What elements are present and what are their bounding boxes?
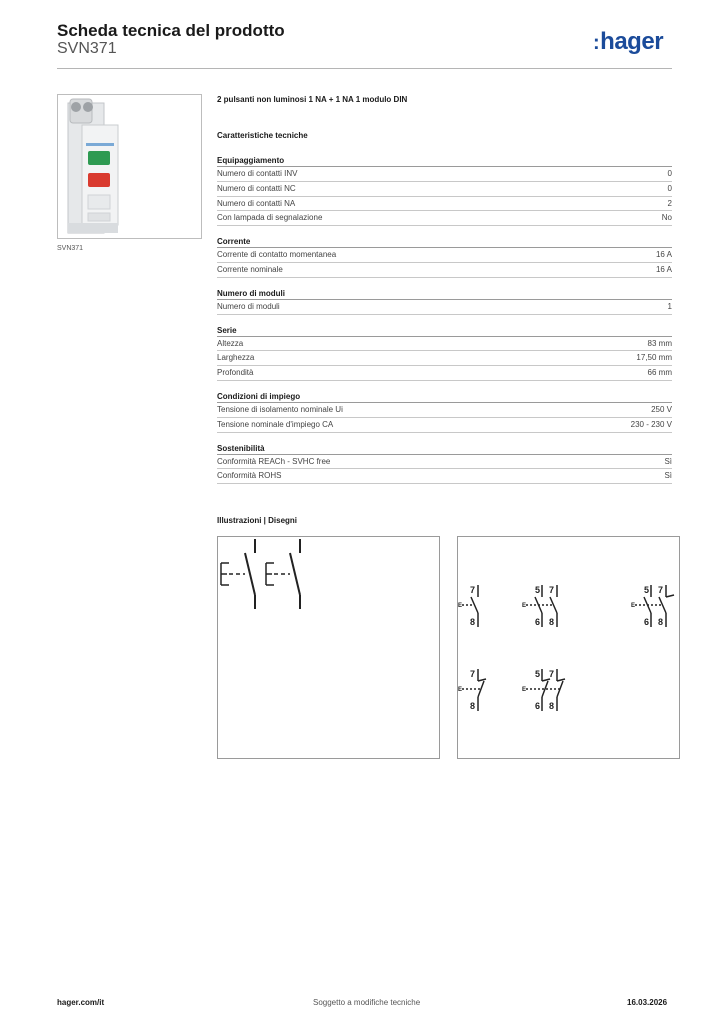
push-button-module-illustration [58,95,201,238]
pushbutton-symbol-drawing [218,537,439,758]
push-label: E [458,603,463,609]
logo-dots-icon: : [593,32,600,54]
terminal-label: 7 [549,669,555,679]
spec-row [217,182,672,197]
push-label: E [522,687,527,693]
characteristics-title: Caratteristiche tecniche [217,131,308,140]
push-label: E [458,687,463,693]
terminal-label: 5 [535,669,541,679]
spec-row [217,263,672,278]
green-button-icon [88,151,110,165]
spec-label: Larghezza [217,353,255,363]
spec-label: Numero di moduli [217,301,280,311]
spec-value: 250 V [651,404,672,414]
spec-row [217,197,672,212]
spec-value: 66 mm [647,368,672,378]
product-code: SVN371 [57,40,117,57]
terminal-label: 5 [535,585,541,595]
page-title: Scheda tecnica del prodotto [57,21,285,40]
spec-label: Numero di contatti NA [217,198,296,208]
spec-row [217,167,672,182]
spec-row [217,469,672,484]
spec-value: 230 - 230 V [630,419,672,429]
terminal-label: 7 [658,585,664,595]
spec-label: Tensione nominale d'impiego CA [217,419,334,429]
circuit-drawing [217,536,440,759]
terminal-label: 6 [535,617,541,627]
spec-value: Sì [664,471,672,481]
terminal-label: 8 [470,701,476,711]
section-title: Condizioni di impiego [217,391,672,403]
spec-section [217,236,672,278]
terminal-label: 8 [549,701,555,711]
spec-label: Corrente di contatto momentanea [217,250,337,260]
terminal-label: 5 [644,585,650,595]
spec-label: Profondità [217,368,254,378]
spec-row [217,418,672,433]
section-title: Serie [217,325,672,337]
spec-section [217,443,672,485]
spec-value: 2 [667,198,672,208]
section-title: Corrente [217,236,672,248]
spec-value: No [661,213,672,223]
spec-section [217,325,672,381]
footer-website: hager.com/it [57,998,105,1007]
push-label: E [522,603,527,609]
product-description: 2 pulsanti non luminosi 1 NA + 1 NA 1 modulo DIN [217,95,408,104]
spec-row [217,300,672,315]
red-button-icon [88,173,110,187]
spec-section [217,391,672,433]
spec-row [217,403,672,418]
terminal-label: 6 [535,701,541,711]
spec-label: Numero di contatti NC [217,183,296,193]
product-image [57,94,202,239]
terminal-label: 8 [549,617,555,627]
terminal-label: 8 [470,617,476,627]
contact-variants-symbols [458,537,679,758]
spec-row [217,366,672,381]
spec-value: 0 [667,183,672,193]
header-divider [57,68,672,69]
spec-label: Corrente nominale [217,264,283,274]
spec-value: Sì [664,456,672,466]
push-label: E [631,603,636,609]
spec-label: Conformità ROHS [217,471,282,481]
spec-section [217,155,672,226]
spec-row [217,211,672,226]
spec-value: 16 A [655,250,672,260]
spec-section [217,288,672,315]
technical-info [217,95,672,494]
footer-note: Soggetto a modifiche tecniche [313,998,421,1007]
hager-logo: :hager [593,28,664,55]
contact-variants-drawing [457,536,680,759]
spec-value: 16 A [655,264,672,274]
spec-sections [217,155,672,484]
spec-row [217,337,672,352]
spec-label: Tensione di isolamento nominale Ui [217,404,343,414]
spec-row [217,351,672,366]
spec-label: Numero di contatti INV [217,169,298,178]
spec-row [217,455,672,470]
spec-value: 0 [667,169,672,178]
terminal-label: 6 [644,617,650,627]
spec-value: 83 mm [647,338,672,348]
illustrations-title: Illustrazioni | Disegni [217,516,298,525]
section-title: Equipaggiamento [217,155,672,167]
product-caption: SVN371 [57,245,84,252]
terminal-label: 7 [470,585,476,595]
terminal-label: 8 [658,617,664,627]
spec-label: Conformità REACh - SVHC free [217,456,331,466]
terminal-label: 7 [470,669,476,679]
spec-value: 1 [667,301,672,311]
section-title: Sostenibilità [217,443,672,455]
section-title: Numero di moduli [217,288,672,300]
spec-row [217,248,672,263]
spec-label: Altezza [217,338,244,348]
spec-label: Con lampada di segnalazione [217,213,323,223]
spec-value: 17,50 mm [636,353,672,363]
footer-date: 16.03.2026 [627,998,668,1007]
terminal-label: 7 [549,585,555,595]
